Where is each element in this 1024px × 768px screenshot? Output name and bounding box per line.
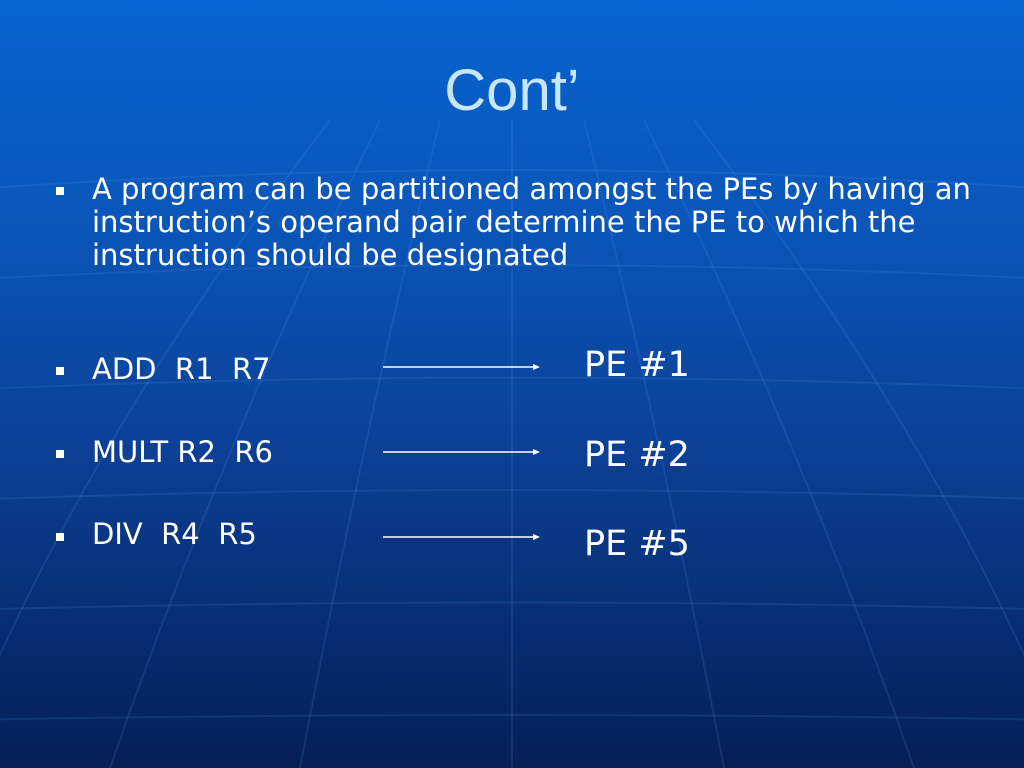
instruction-mult: MULT R2 R6 (92, 435, 273, 469)
bullet-square-icon (56, 533, 64, 541)
target-pe-1: PE #1 (584, 345, 690, 385)
bullet-square-icon (56, 367, 64, 375)
target-pe-5: PE #5 (584, 524, 690, 564)
arrow-right-icon (383, 362, 543, 372)
target-pe-2: PE #2 (584, 435, 690, 475)
bullet-square-icon (56, 450, 64, 458)
arrow-right-icon (383, 447, 543, 457)
instruction-div: DIV R4 R5 (92, 517, 257, 551)
slide-title: Cont’ (444, 58, 580, 123)
intro-bullet-text: A program can be partitioned amongst the PEs by having an instruction’s operand pair determine the PE to which the instruction should be designated (92, 172, 971, 272)
instruction-add: ADD R1 R7 (92, 352, 271, 386)
bullet-square-icon (56, 187, 64, 195)
arrow-right-icon (383, 532, 543, 542)
